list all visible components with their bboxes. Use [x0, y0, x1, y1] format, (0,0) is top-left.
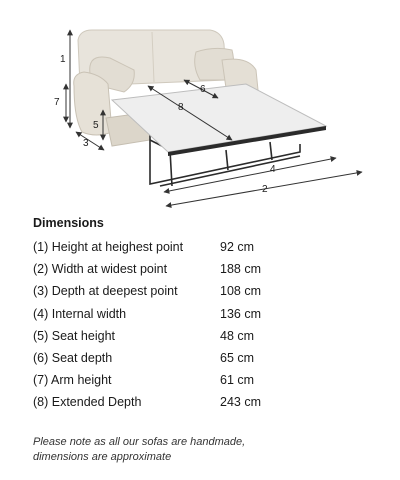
spec-row-seat-depth — [33, 347, 373, 369]
dim-label-7: 7 — [54, 97, 60, 108]
note-line-2: dimensions are approximate — [33, 451, 172, 463]
spec-label: (4) Internal width — [33, 306, 127, 321]
mattress — [112, 84, 326, 152]
spec-value: 108 cm — [220, 284, 261, 299]
dim-label-1: 1 — [60, 54, 66, 65]
spec-value: 48 cm — [220, 328, 255, 343]
spec-value: 92 cm — [220, 240, 255, 255]
dimension-list — [33, 236, 373, 414]
note-line-1: Please note as all our sofas are handmade, — [33, 436, 246, 448]
spec-value: 65 cm — [220, 351, 255, 366]
dim-label-6: 6 — [200, 84, 206, 95]
spec-label: (2) Width at widest point — [33, 262, 168, 277]
spec-row-internal-width — [33, 303, 373, 325]
spec-value: 136 cm — [220, 306, 261, 321]
spec-row-width — [33, 258, 373, 280]
spec-label: (1) Height at heighest point — [33, 240, 184, 255]
spec-label: (5) Seat height — [33, 328, 115, 343]
sofa-bed-dimension-diagram — [0, 0, 400, 210]
spec-row-extended-depth — [33, 391, 373, 413]
spec-label: (3) Depth at deepest point — [33, 284, 178, 299]
sofa-bed-illustration — [0, 0, 400, 210]
dim-label-2: 2 — [262, 184, 268, 195]
dim-label-4: 4 — [270, 164, 276, 175]
spec-label: (6) Seat depth — [33, 351, 113, 366]
handmade-note — [33, 435, 373, 465]
spec-row-depth — [33, 280, 373, 302]
spec-label: (7) Arm height — [33, 373, 112, 388]
spec-value: 243 cm — [220, 395, 261, 410]
spec-label: (8) Extended Depth — [33, 395, 142, 410]
spec-row-height — [33, 236, 373, 258]
spec-row-seat-height — [33, 325, 373, 347]
dimensions-heading: Dimensions — [33, 216, 104, 230]
dim-label-5: 5 — [93, 120, 99, 131]
spec-row-arm-height — [33, 369, 373, 391]
dim-label-8: 8 — [178, 102, 184, 113]
spec-value: 188 cm — [220, 262, 261, 277]
spec-value: 61 cm — [220, 373, 255, 388]
dim-label-3: 3 — [83, 138, 89, 149]
